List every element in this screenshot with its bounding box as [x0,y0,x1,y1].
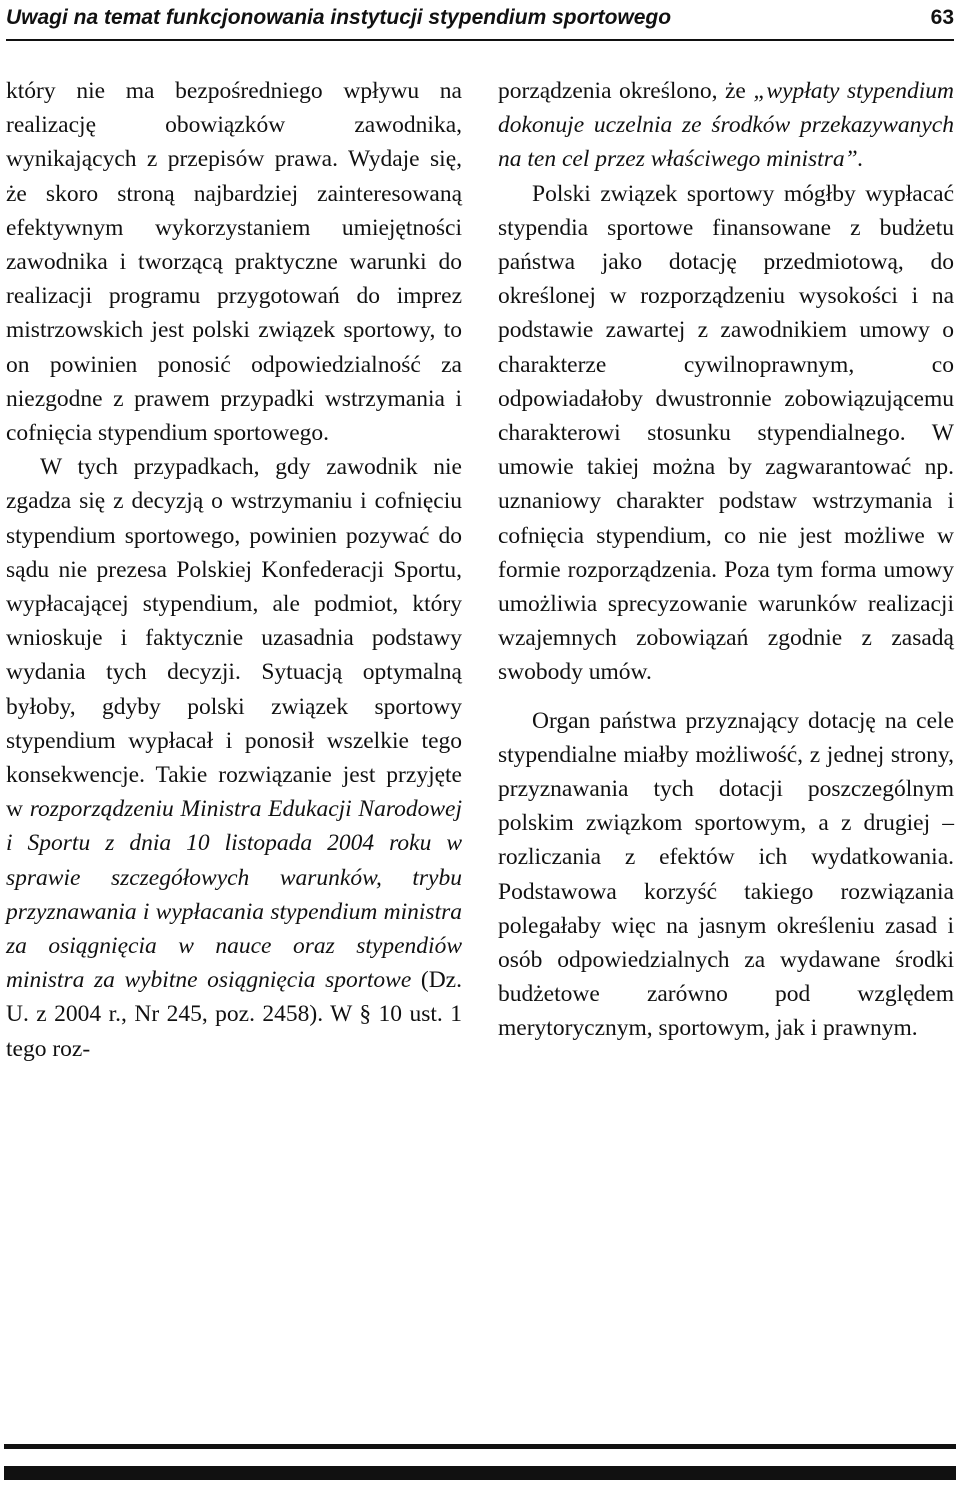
text-run: W tych przypadkach, gdy zawodnik nie zgadza się z decyzją o wstrzymaniu i cofnięciu stypendium sportowego, powinien pozywać do sądu nie prezesa Polskiej Konfederacji Sportu, wypłacającej stypendium, ale podmiot, który wnioskuje i faktycznie uzasadnia podstawy wydania tych decyzji. Sytuacją optymalną byłoby, gdyby polski związek sportowy stypendium wypłacał i ponosił wszelkie tego konsekwencje. Takie rozwiązanie jest przyjęte w [6,454,462,823]
header-rule [6,39,954,41]
text-run: Organ państwa przyznający dotację na cele stypendialne miałby możliwość, z jednej strony, przyznawania tych dotacji poszczególnym polskim związkom sportowym, a z drugiej – rozliczania z efektów ich wydatkowania. Podstawowa korzyść takiego rozwiązania polegałaby więc na jasnym określeniu zasad i osób odpowiedzialnych za wydawane środki budżetowe zarówno pod względem merytorycznym, sportowym, jak i prawnym. [498,707,954,1042]
italic-text-run: rozporządzeniu Ministra Edukacji Narodowej i Sportu z dnia 10 listopada 2004 roku w sprawie szczegółowych warunków, trybu przyznawania i wypłacania stypendium ministra za osiągnięcia w nauce oraz stypendiów ministra za wybitne osiągnięcia sportowe [6,796,462,994]
left-column [6,74,462,1066]
page-number: 63 [930,6,954,29]
text-run: który nie ma bezpośredniego wpływu na realizację obowiązków zawodnika, wynikających z przepisów prawa. Wydaje się, że skoro stroną najbardziej zainteresowaną efektywnym wykorzystaniem umiejętności zawodnika i tworzącą praktyczne warunki do realizacji programu przygotowań do imprez mistrzowskich jest polski związek sportowy, to on powinien ponosić odpowiedzialność za niezgodne z prawem przypadki wstrzymania i cofnięcia stypendium sportowego. [6,78,462,447]
italic-text-run: „wypłaty stypendium dokonuje uczelnia ze środków przekazywanych na ten cel przez właściwego ministra”. [498,78,954,173]
paragraph [6,450,462,1066]
text-run: Polski związek sportowy mógłby wypłacać stypendia sportowe finansowane z budżetu państwa jako dotację przedmiotową, do określonej w rozporządzeniu wysokości i na podstawie zawartej z zawodnikiem umowy o charakterze cywilnoprawnym, co odpowiadałoby dwustronnie zobowiązującemu charakterowi stosunku stypendialnego. W umowie takiej można by zagwarantować np. uznaniowy charakter podstaw wstrzymania i cofnięcia stypendium, co nie jest możliwe w formie rozporządzenia. Poza tym forma umowy umożliwia sprecyzowanie warunków realizacji wzajemnych zobowiązań zgodnie z zasadą swobody umów. [498,180,954,686]
footer-rule-thin [4,1444,956,1449]
right-column [498,74,954,1046]
text-run: porządzenia określono, że [498,78,754,104]
header-title: Uwagi na temat funkcjonowania instytucji stypendium sportowego [6,6,672,29]
paragraph [498,704,954,1046]
footer-rule-thick [4,1466,956,1480]
paragraph [498,74,954,177]
paragraph [6,74,462,450]
paragraph [498,177,954,690]
text-run: (Dz. U. z 2004 r., Nr 245, poz. 2458). W § 10 ust. 1 tego roz- [6,967,462,1062]
running-header [6,4,954,34]
